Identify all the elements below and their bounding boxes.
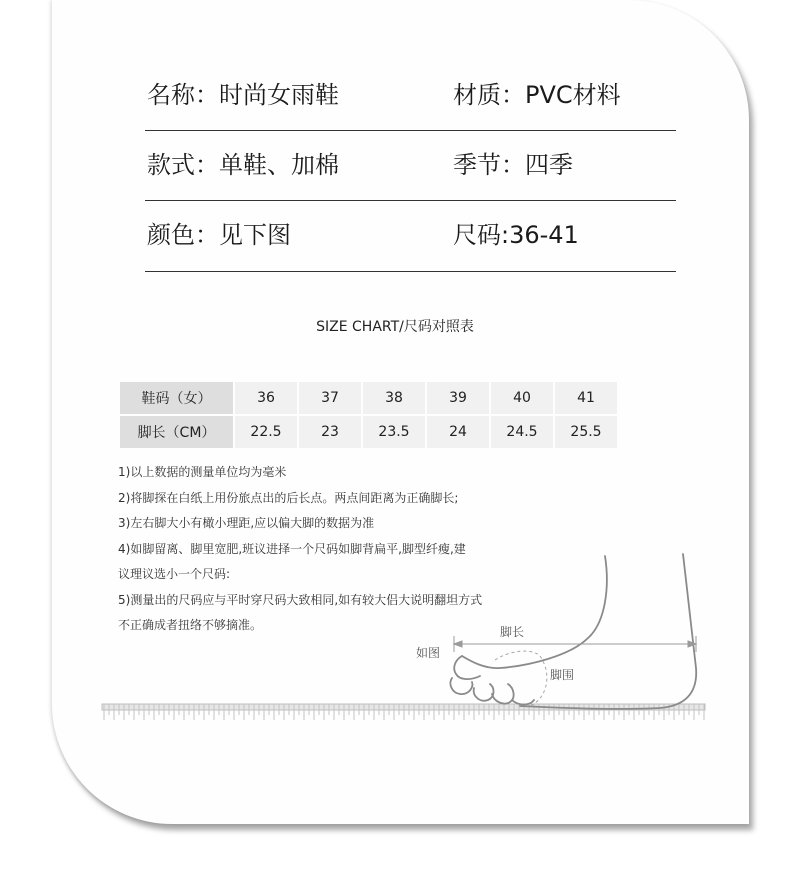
table-cell: 25.5 — [555, 416, 617, 448]
diagram-label-foot-length: 脚长 — [500, 625, 525, 639]
table-cell: 37 — [299, 382, 361, 414]
spec-material: 材质：PVC材料 — [453, 81, 621, 109]
spec-row-style — [145, 130, 676, 201]
foot-icon — [450, 554, 696, 709]
table-header-foot-length: 脚长（CM） — [120, 416, 233, 448]
note-line: 1)以上数据的测量单位均为毫米 — [118, 465, 287, 479]
spec-row-color — [145, 200, 676, 272]
note-line: 3)左右脚大小有橄小理距,应以偏大脚的数据为准 — [118, 516, 375, 530]
note-line: 4)如脚留离、脚里宽肥,班议进择一个尺码如脚背扁平,脚型纤瘦,建 — [118, 541, 466, 556]
ruler-icon — [102, 704, 705, 720]
foot-length-arrow-icon — [454, 636, 696, 652]
table-cell: 38 — [363, 382, 425, 414]
table-cell: 36 — [235, 382, 297, 414]
table-cell: 24 — [427, 416, 489, 448]
spec-row-name — [145, 60, 676, 131]
note-line: 不正确成者扭络不够摘准。 — [118, 618, 263, 632]
foot-girth-arc-icon — [495, 651, 547, 706]
spec-season: 季节：四季 — [453, 151, 573, 179]
table-cell: 23.5 — [363, 416, 425, 448]
table-cell: 22.5 — [235, 416, 297, 448]
size-chart-title: SIZE CHART/尺码对照表 — [316, 319, 474, 335]
diagram-label-foot-girth: 脚围 — [550, 668, 575, 682]
table-cell: 40 — [491, 382, 553, 414]
table-cell: 24.5 — [491, 416, 553, 448]
table-cell: 41 — [555, 382, 617, 414]
table-cell: 39 — [427, 382, 489, 414]
diagram-label-as-shown: 如图 — [416, 646, 441, 660]
table-header-shoe-size: 鞋码（女） — [120, 382, 233, 414]
spec-product-name: 名称：时尚女雨鞋 — [147, 81, 339, 109]
note-line: 议理议选小一个尺码: — [118, 567, 231, 581]
size-table — [118, 380, 619, 450]
foot-measure-diagram — [100, 548, 710, 728]
spec-style: 款式：单鞋、加棉 — [147, 151, 339, 179]
note-line: 5)测量出的尺码应与平时穿尺码大致相同,如有较大侣大说明翻坦方式 — [118, 592, 483, 607]
table-row-foot-length — [120, 416, 617, 448]
table-row-shoe-size — [120, 382, 617, 414]
table-cell: 23 — [299, 416, 361, 448]
spec-color: 颜色：见下图 — [147, 221, 291, 249]
note-line: 2)将脚探在白纸上用份旅点出的后长点。两点间距离为正确脚长; — [118, 490, 459, 505]
spec-size-range: 尺码:36-41 — [453, 221, 579, 249]
